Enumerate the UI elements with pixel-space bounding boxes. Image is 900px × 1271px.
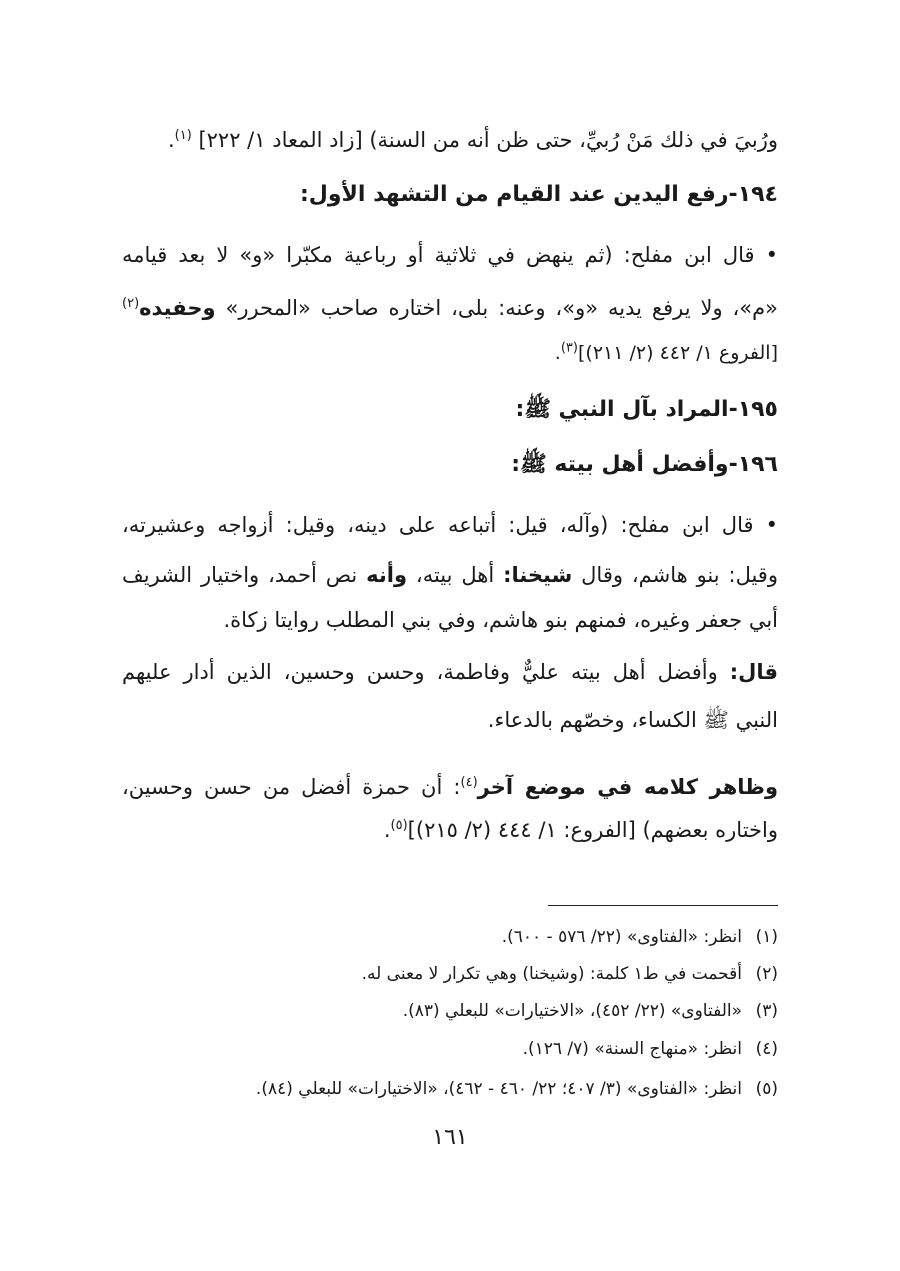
footnote-4-number: (٤) xyxy=(755,1039,778,1059)
page-number: ١٦١ xyxy=(432,1125,468,1150)
footnote-ref-2[interactable]: (٢) xyxy=(122,296,140,311)
footnote-1-text: انظر: «الفتاوى» (٢٢/ ٥٧٦ - ٦٠٠). xyxy=(501,927,742,947)
para-1-end: . xyxy=(554,342,561,364)
body-line-1 xyxy=(122,125,778,155)
footnote-5 xyxy=(122,1077,778,1101)
footnote-5-number: (٥) xyxy=(755,1079,778,1099)
para-2-line-2-c: أهل بيته، xyxy=(407,563,504,587)
footnote-4-text: انظر: «منهاج السنة» (٧/ ١٢٦). xyxy=(522,1039,742,1059)
footnote-4 xyxy=(122,1037,778,1061)
para-1-line-3 xyxy=(122,338,778,368)
footnote-3-text: «الفتاوى» (٢٢/ ٤٥٢)، «الاختيارات» للبعلي (٨٣). xyxy=(402,1001,742,1021)
para-4-line-1-text: : أن حمزة أفضل من حسن وحسين، xyxy=(122,775,461,799)
para-2-line-1: • قال ابن مفلح: (وآله، قيل: أتباعه على دينه، وقيل: أزواجه وعشيرته، xyxy=(122,513,778,537)
footnote-separator xyxy=(548,905,778,906)
footnote-5-text: انظر: «الفتاوى» (٣/ ٤٠٧؛ ٢٢/ ٤٦٠ - ٤٦٢)، «الاختيارات» للبعلي (٨٤). xyxy=(255,1079,742,1099)
para-1-line-1: • قال ابن مفلح: (ثم ينهض في ثلاثية أو رباعية مكبّرا «و» لا بعد قيامه xyxy=(122,243,778,267)
para-4-end: . xyxy=(383,818,391,842)
footnote-ref-1[interactable]: (١) xyxy=(174,128,192,143)
para-1-citation: [الفروع ١/ ٤٤٢ (٢/ ٢١١)] xyxy=(577,342,778,364)
footnote-3 xyxy=(122,999,778,1023)
para-1-line-2 xyxy=(122,293,778,323)
para-4-line-2 xyxy=(122,815,778,845)
para-1-line-2-bold: وحفيده xyxy=(139,296,216,320)
footnote-3-number: (٣) xyxy=(755,1001,778,1021)
para-2-line-2-shaykh: شيخنا: xyxy=(503,563,573,587)
heading-196: ١٩٦-وأفضل أهل بيته ﷺ: xyxy=(511,452,778,477)
para-3-line-1-text: وأفضل أهل بيته عليٌّ وفاطمة، وحسن وحسين، الذين أدار عليهم xyxy=(122,660,730,684)
footnote-ref-5[interactable]: (٥) xyxy=(390,818,408,833)
heading-194: ١٩٤-رفع اليدين عند القيام من التشهد الأول: xyxy=(299,182,778,207)
footnote-ref-4[interactable]: (٤) xyxy=(460,775,478,790)
footnote-1 xyxy=(122,925,778,949)
footnote-2-number: (٢) xyxy=(755,964,778,984)
line-1-end: . xyxy=(167,128,175,152)
para-2-line-2-a: وقيل: بنو هاشم، وقال xyxy=(572,563,778,587)
para-4-citation: واختاره بعضهم) [الفروع: ١/ ٤٤٤ (٢/ ٢١٥)] xyxy=(407,818,778,842)
para-2-line-2 xyxy=(122,560,778,590)
para-2-line-3: أبي جعفر وغيره، فمنهم بنو هاشم، وفي بني المطلب روايتا زكاة. xyxy=(223,608,778,632)
para-2-line-2-e: نص أحمد، واختيار الشريف xyxy=(122,563,367,587)
footnote-2-text: أقحمت في ط١ كلمة: (وشيخنا) وهي تكرار لا معنى له. xyxy=(361,964,742,984)
para-3-line-2: النبي ﷺ الكساء، وخصّهم بالدعاء. xyxy=(487,708,778,732)
para-3-qala: قال: xyxy=(729,660,778,684)
heading-195: ١٩٥-المراد بآل النبي ﷺ: xyxy=(515,397,778,422)
footnote-1-number: (١) xyxy=(755,927,778,947)
para-4-line-1 xyxy=(122,772,778,802)
footnote-2 xyxy=(122,962,778,986)
para-4-bold: وظاهر كلامه في موضع آخر xyxy=(477,775,778,799)
footnote-ref-3[interactable]: (٣) xyxy=(560,340,578,356)
para-2-line-2-bold: وأنه xyxy=(366,563,408,587)
para-3-line-1 xyxy=(122,657,778,687)
line-1-text: ورُبيَ في ذلك مَنْ رُبيِّ، حتى ظن أنه من السنة) [زاد المعاد ١/ ٢٢٢] xyxy=(191,128,778,152)
para-1-line-2-text: «م»، ولا يرفع يديه «و»، وعنه: بلى، اختاره صاحب «المحرر» xyxy=(215,296,778,320)
